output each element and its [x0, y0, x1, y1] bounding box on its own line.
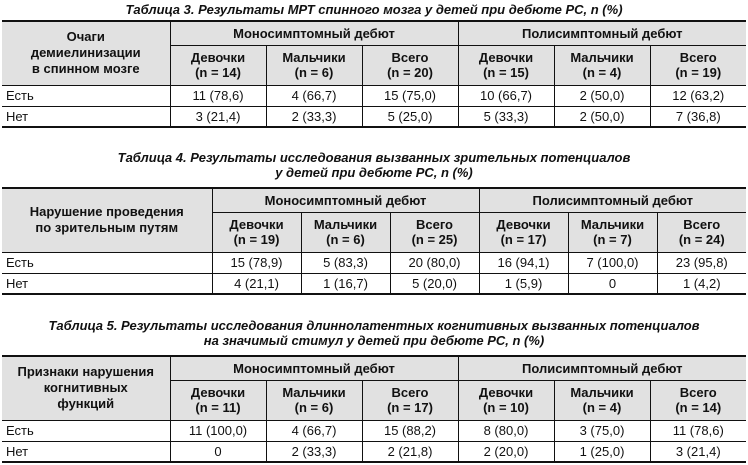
table5-caption-line2: на значимый стимул у детей при дебюте РС, n (%) — [203, 333, 545, 348]
table3-col-girls-poly: Девочки (n = 15) — [458, 45, 554, 85]
table4-caption-line1: Таблица 4. Результаты исследования вызванных зрительных потенциалов — [117, 150, 631, 165]
table4-col-girls-poly: Девочки (n = 17) — [479, 212, 568, 252]
table3-group-mono: Моносимптомный дебют — [170, 21, 458, 45]
table5-col-girls-mono: Девочки (n = 11) — [170, 380, 266, 420]
table5-col-total-mono: Всего (n = 17) — [362, 380, 458, 420]
table5-col-girls-poly: Девочки (n = 10) — [458, 380, 554, 420]
table4-group-poly: Полисимптомный дебют — [479, 188, 746, 212]
table3-caption-line1: Таблица 3. Результаты МРТ спинного мозга у детей при дебюте РС, n (%) — [125, 2, 623, 17]
table-row: Есть 11 (78,6) 4 (66,7) 15 (75,0) 10 (66,7) 2 (50,0) 12 (63,2) — [2, 85, 746, 106]
table3 — [2, 20, 746, 128]
table3-row-header: Очаги демиелинизации в спинном мозге — [2, 21, 170, 85]
table-row: Есть 11 (100,0) 4 (66,7) 15 (88,2) 8 (80,0) 3 (75,0) 11 (78,6) — [2, 420, 746, 441]
table3-caption — [0, 2, 748, 17]
table-row: Есть 15 (78,9) 5 (83,3) 20 (80,0) 16 (94,1) 7 (100,0) 23 (95,8) — [2, 252, 746, 273]
table4-col-boys-poly: Мальчики (n = 7) — [568, 212, 657, 252]
table4-col-girls-mono: Девочки (n = 19) — [212, 212, 301, 252]
table4 — [2, 187, 746, 295]
table5-row-header: Признаки нарушения когнитивных функций — [2, 356, 170, 420]
table4-group-mono: Моносимптомный дебют — [212, 188, 479, 212]
table5 — [2, 355, 746, 463]
table3-col-total-poly: Всего (n = 19) — [650, 45, 746, 85]
table4-col-boys-mono: Мальчики (n = 6) — [301, 212, 390, 252]
table3-col-total-mono: Всего (n = 20) — [362, 45, 458, 85]
table4-caption — [0, 150, 748, 180]
table4-row-header: Нарушение проведения по зрительным путям — [2, 188, 212, 252]
table3-col-boys-mono: Мальчики (n = 6) — [266, 45, 362, 85]
table-row: Нет 4 (21,1) 1 (16,7) 5 (20,0) 1 (5,9) 0 1 (4,2) — [2, 273, 746, 294]
table5-col-boys-mono: Мальчики (n = 6) — [266, 380, 362, 420]
table4-col-total-poly: Всего (n = 24) — [657, 212, 746, 252]
table5-caption-line1: Таблица 5. Результаты исследования длиннолатентных когнитивных вызванных потенциалов — [48, 318, 700, 333]
table5-col-total-poly: Всего (n = 14) — [650, 380, 746, 420]
table-row: Нет 3 (21,4) 2 (33,3) 5 (25,0) 5 (33,3) 2 (50,0) 7 (36,8) — [2, 106, 746, 127]
table4-caption-line2: у детей при дебюте РС, n (%) — [275, 165, 473, 180]
table4-col-total-mono: Всего (n = 25) — [390, 212, 479, 252]
table-row: Нет 0 2 (33,3) 2 (21,8) 2 (20,0) 1 (25,0) 3 (21,4) — [2, 441, 746, 462]
table5-group-mono: Моносимптомный дебют — [170, 356, 458, 380]
table5-caption — [0, 318, 748, 348]
table5-col-boys-poly: Мальчики (n = 4) — [554, 380, 650, 420]
table5-group-poly: Полисимптомный дебют — [458, 356, 746, 380]
table3-group-poly: Полисимптомный дебют — [458, 21, 746, 45]
table3-col-girls-mono: Девочки (n = 14) — [170, 45, 266, 85]
table3-col-boys-poly: Мальчики (n = 4) — [554, 45, 650, 85]
